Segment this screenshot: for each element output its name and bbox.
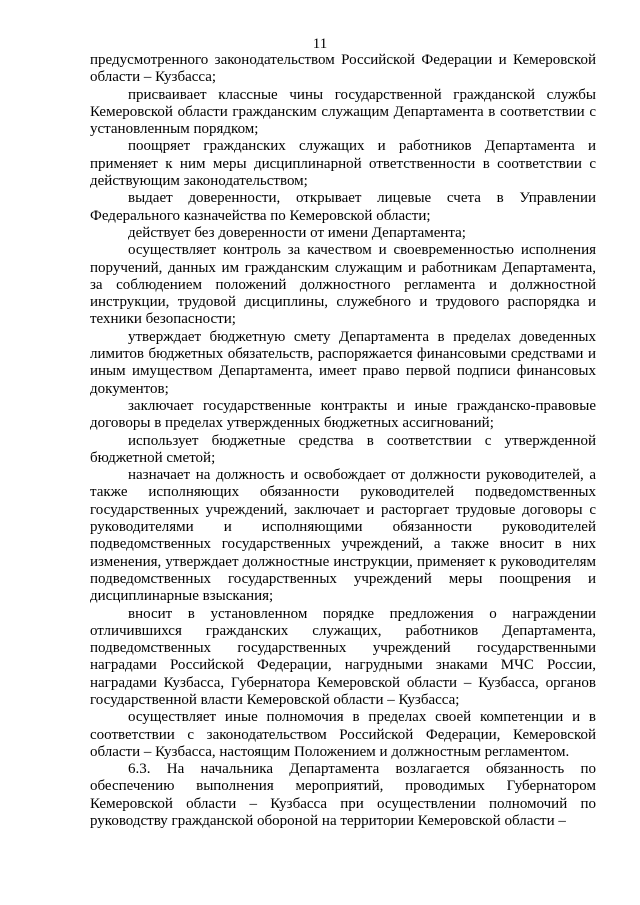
paragraph-quality-control: осуществляет контроль за качеством и своевременностью исполнения поручений, данных им гражданским служащим и работникам Департамента, за соблюдением положений должностного регламента и должностной инструкции, трудовой дисциплины, служебного и трудового распорядка и техники безопасности; (90, 242, 596, 328)
paragraph-contracts: заключает государственные контракты и иные гражданско-правовые договоры в пределах утвержденных бюджетных ассигнований; (90, 397, 596, 432)
paragraph-power-of-attorney: выдает доверенности, открывает лицевые счета в Управлении Федерального казначейства по Кемеровской области; (90, 190, 596, 224)
paragraph-budget-estimate: утверждает бюджетную смету Департамента в пределах доведенных лимитов бюджетных обязательств, распоряжается финансовыми средствами и иным имуществом Департамента, имеет право первой подписи финансовых документов; (90, 328, 596, 397)
paragraph-continuation: предусмотренного законодательством Российской Федерации и Кемеровской области – Кузбасса; (90, 52, 596, 86)
paragraph-budget-funds: использует бюджетные средства в соответствии с утвержденной бюджетной сметой; (90, 432, 596, 466)
page-number: 11 (312, 36, 328, 52)
paragraph-other-powers: осуществляет иные полномочия в пределах своей компетенции и в соответствии с законодательством Российской Федерации, Кемеровской области – Кузбасса, настоящим Положением и должностным регламентом. (90, 709, 596, 760)
paragraph-acts-without-attorney: действует без доверенности от имени Департамента; (128, 224, 466, 241)
paragraph-class-ranks: присваивает классные чины государственной гражданской службы Кемеровской области гражданским служащим Департамента в соответствии с установленным порядком; (90, 86, 596, 138)
paragraph-incentives: поощряет гражданских служащих и работников Департамента и применяет к ним меры дисциплинарной ответственности в соответствии с действующим законодательством; (90, 138, 596, 190)
paragraph-awards: вносит в установленном порядке предложения о награждении отличившихся гражданских служащих, работников Департамента, подведомственных государственных учреждений государственными наградами Российской Федерации, нагрудными знаками МЧС России, наградами Кузбасса, Губернатора Кемеровской области – Кузбасса, органов государственной власти Кемеровской области – Кузбасса; (90, 605, 596, 708)
document-body (90, 52, 596, 830)
paragraph-section-6-3: 6.3. На начальника Департамента возлагается обязанность по обеспечению выполнения мероприятий, проводимых Губернатором Кемеровской области – Кузбасса при осуществлении полномочий по руководству гражданской обороной на территории Кемеровской области – (90, 761, 596, 830)
paragraph-appointments: назначает на должность и освобождает от должности руководителей, а также исполняющих обязанности руководителей подведомственных государственных учреждений, заключает и расторгает трудовые договоры с руководителями и исполняющими обязанности руководителей подведомственных государственных учреждений, а также вносит в них изменения, утверждает должностные инструкции, применяет к руководителям подведомственных государственных учреждений меры поощрения и дисциплинарные взыскания; (90, 467, 596, 605)
